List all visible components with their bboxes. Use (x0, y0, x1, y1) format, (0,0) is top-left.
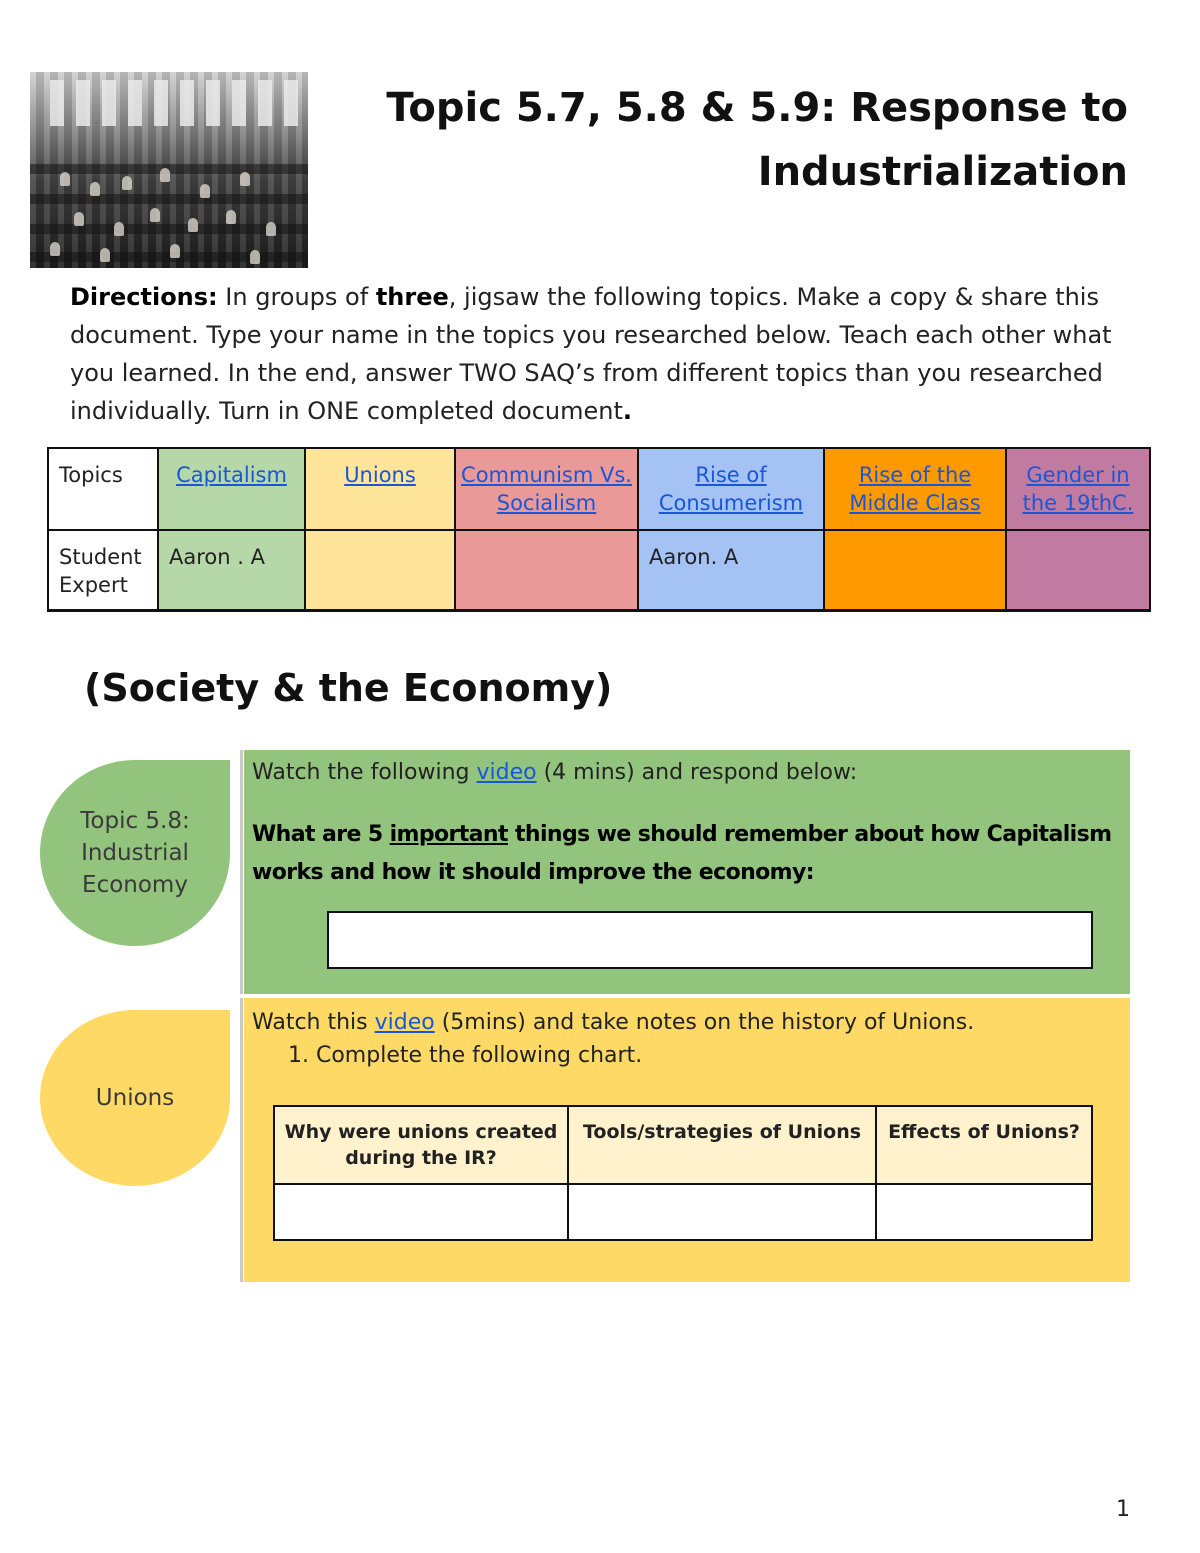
topic-communism-socialism[interactable] (455, 448, 638, 530)
directions-label: Directions: (70, 283, 218, 311)
video-link[interactable]: video (476, 760, 537, 785)
section-heading: (Society & the Economy) (84, 666, 613, 710)
directions-text-1: In groups of (217, 283, 376, 311)
directions-emphasis: three (375, 283, 449, 311)
unions-chart-header (274, 1106, 1092, 1184)
capitalism-question (252, 816, 1112, 892)
topic-58-badge (40, 760, 230, 946)
topic-58-badge-label: Topic 5.8: Industrial Economy (80, 808, 190, 898)
topic-link[interactable]: Unions (344, 463, 416, 487)
capitalism-instruction (252, 760, 857, 785)
topic-link[interactable]: Capitalism (176, 463, 287, 487)
unions-step: 1. Complete the following chart. (288, 1043, 643, 1068)
directions-end: . (622, 397, 633, 425)
question-emphasis: important (389, 822, 508, 847)
expert-cell-consumerism[interactable]: Aaron. A (638, 530, 824, 611)
topic-link[interactable]: Communism Vs. Socialism (461, 463, 632, 515)
topic-link[interactable]: Rise of Consumerism (658, 463, 804, 515)
topics-row-label: Topics (48, 448, 158, 530)
expert-cell-communism[interactable] (455, 530, 638, 611)
answer-cell[interactable] (274, 1184, 568, 1240)
topic-middle-class[interactable] (824, 448, 1006, 530)
column-header: Tools/strategies of Unions (568, 1106, 876, 1184)
factory-photo (30, 72, 308, 268)
topics-row (48, 448, 1150, 530)
video-link[interactable]: video (374, 1010, 435, 1035)
expert-cell-capitalism[interactable]: Aaron . A (158, 530, 305, 611)
experts-row-label: Student Expert (48, 530, 158, 611)
page-number: 1 (1116, 1497, 1130, 1522)
expert-cell-gender[interactable] (1006, 530, 1150, 611)
divider (240, 998, 243, 1282)
unions-badge-label: Unions (95, 1085, 175, 1111)
expert-cell-unions[interactable] (305, 530, 455, 611)
page-title (368, 76, 1128, 204)
directions-text-2: , jigsaw the following topics. Make a copy & share this document. Type your name in the topics you researched below. Teach each other what you learned. In the end, answer TWO SAQ’s from different topics than you researched individually. Turn in ONE completed document (70, 283, 1112, 425)
topic-unions[interactable] (305, 448, 455, 530)
topic-consumerism[interactable] (638, 448, 824, 530)
title-line-1: Topic 5.7, 5.8 & 5.9: Response to (386, 85, 1128, 131)
experts-row (48, 530, 1150, 611)
instruction-text: Watch the following (252, 760, 477, 785)
capitalism-answer-box[interactable] (327, 911, 1093, 969)
column-header: Why were unions created during the IR? (274, 1106, 568, 1184)
title-line-2: Industrialization (757, 149, 1128, 195)
topic-gender[interactable] (1006, 448, 1150, 530)
topic-link[interactable]: Gender in the 19thC. (1022, 463, 1134, 515)
topic-capitalism[interactable] (158, 448, 305, 530)
unions-chart (273, 1105, 1093, 1241)
instruction-text: (5mins) and take notes on the history of Unions. (434, 1010, 975, 1035)
directions (70, 278, 1140, 430)
answer-cell[interactable] (876, 1184, 1092, 1240)
topic-link[interactable]: Rise of the Middle Class (849, 463, 981, 515)
divider (240, 750, 243, 994)
question-text: What are 5 (252, 822, 390, 847)
unions-instruction (252, 1010, 974, 1035)
column-header: Effects of Unions? (876, 1106, 1092, 1184)
answer-cell[interactable] (568, 1184, 876, 1240)
unions-chart-row (274, 1184, 1092, 1240)
instruction-text: Watch this (252, 1010, 375, 1035)
question-text: things we should remember about how Capitalism works and how it should improve the economy: (252, 822, 1112, 885)
instruction-text: (4 mins) and respond below: (536, 760, 858, 785)
unions-badge (40, 1010, 230, 1186)
topics-table (47, 447, 1151, 612)
expert-cell-middle-class[interactable] (824, 530, 1006, 611)
